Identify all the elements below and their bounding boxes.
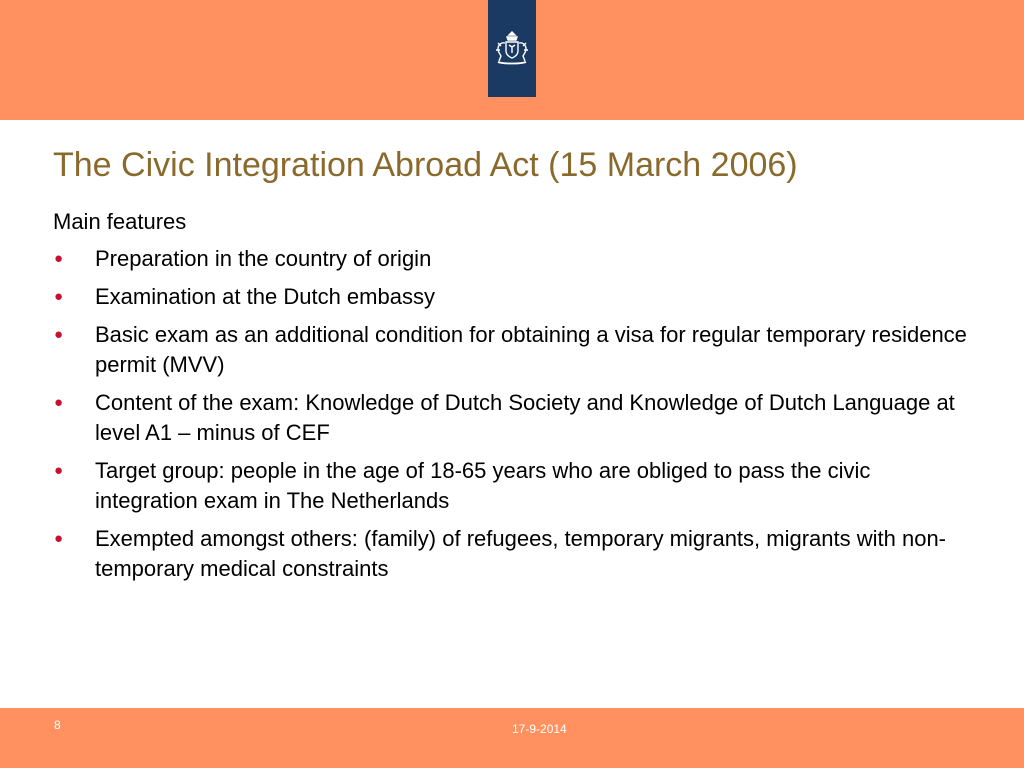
bullet-text: Target group: people in the age of 18-65 years who are obliged to pass the civic integration exam in The Netherlands: [95, 458, 871, 513]
bullet-item: [53, 320, 973, 380]
bullet-text: Content of the exam: Knowledge of Dutch Society and Knowledge of Dutch Language at level A1 – minus of CEF: [95, 390, 955, 445]
slide-date: 17-9-2014: [512, 722, 567, 736]
slide-subheading: Main features: [53, 209, 187, 234]
bullet-item: [53, 524, 973, 584]
bullet-dot-icon: ●: [54, 250, 64, 267]
bullet-dot-icon: ●: [54, 462, 64, 479]
bullet-text: Basic exam as an additional condition for obtaining a visa for regular temporary residence permit (MVV): [95, 322, 967, 377]
bullet-item: [53, 282, 973, 312]
dutch-coat-of-arms-icon: [492, 31, 532, 67]
bullet-dot-icon: ●: [54, 394, 64, 411]
footer-band: [0, 708, 1024, 768]
bullet-item: [53, 456, 973, 516]
emblem-container: [488, 0, 536, 97]
bullet-text: Preparation in the country of origin: [95, 246, 432, 271]
page-number: 8: [54, 718, 61, 732]
bullet-dot-icon: ●: [54, 288, 64, 305]
bullet-text: Exempted amongst others: (family) of refugees, temporary migrants, migrants with non-temporary medical constraints: [95, 526, 947, 581]
bullet-text: Examination at the Dutch embassy: [95, 284, 435, 309]
bullet-item: [53, 388, 973, 448]
bullet-item: [53, 244, 973, 274]
bullet-dot-icon: ●: [54, 530, 64, 547]
bullet-dot-icon: ●: [54, 326, 64, 343]
bullet-list: [53, 244, 973, 592]
slide-title: The Civic Integration Abroad Act (15 March 2006): [53, 146, 798, 184]
